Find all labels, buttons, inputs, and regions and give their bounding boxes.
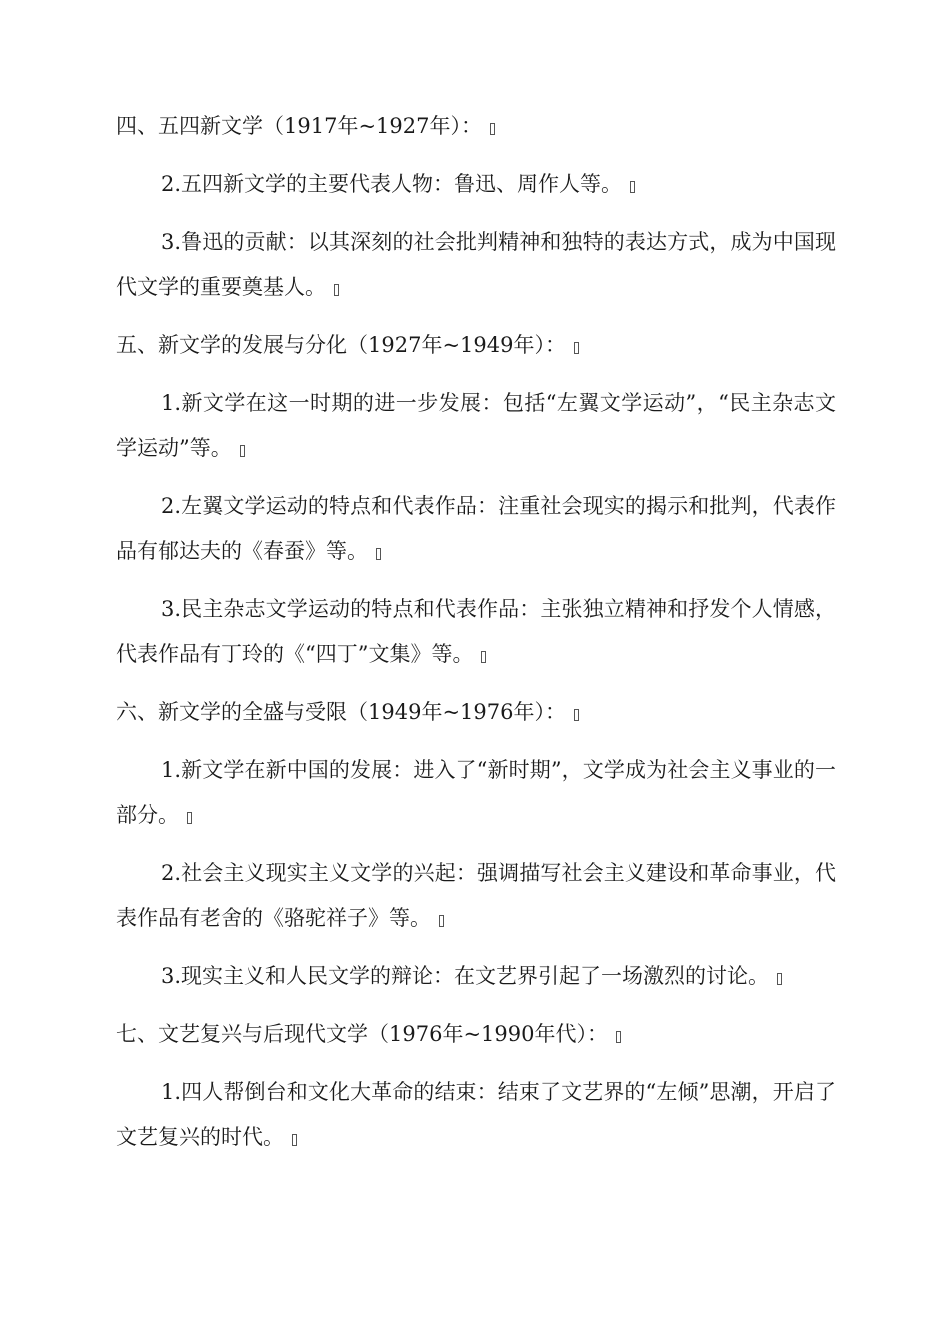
list-item: 1.新文学在这一时期的进一步发展：包括“左翼文学运动”，“民主杂志文学运动”等。	[116, 391, 836, 460]
paragraph-mark-icon	[616, 1031, 621, 1043]
section-heading: 五、新文学的发展与分化（1927年~1949年）：	[116, 323, 836, 368]
paragraph-mark-icon	[292, 1134, 297, 1146]
paragraph-mark-icon	[574, 709, 579, 721]
list-item: 2.五四新文学的主要代表人物：鲁迅、周作人等。	[116, 162, 836, 207]
list-item: 3.现实主义和人民文学的辩论：在文艺界引起了一场激烈的讨论。	[116, 954, 836, 999]
paragraph-mark-icon	[439, 915, 444, 927]
section-heading: 七、文艺复兴与后现代文学（1976年~1990年代）：	[116, 1012, 836, 1057]
list-item: 1.新文学在新中国的发展：进入了“新时期”，文学成为社会主义事业的一部分。	[116, 758, 836, 827]
paragraph-mark-icon	[376, 548, 381, 560]
section-heading: 六、新文学的全盛与受限（1949年~1976年）：	[116, 690, 836, 735]
list-item: 2.左翼文学运动的特点和代表作品：注重社会现实的揭示和批判，代表作品有郁达夫的《春蚕》等。	[116, 494, 836, 563]
list-item: 1.四人帮倒台和文化大革命的结束：结束了文艺界的“左倾”思潮，开启了文艺复兴的时代。	[116, 1080, 836, 1149]
paragraph-mark-icon	[777, 973, 782, 985]
paragraph-mark-icon	[240, 445, 245, 457]
paragraph-mark-icon	[490, 123, 495, 135]
paragraph-mark-icon	[187, 812, 192, 824]
paragraph-mark-icon	[334, 284, 339, 296]
section-heading: 四、五四新文学（1917年~1927年）：	[116, 104, 836, 149]
paragraph-mark-icon	[574, 342, 579, 354]
list-item: 2.社会主义现实主义文学的兴起：强调描写社会主义建设和革命事业，代表作品有老舍的《骆驼祥子》等。	[116, 861, 836, 930]
list-item: 3.民主杂志文学运动的特点和代表作品：主张独立精神和抒发个人情感，代表作品有丁玲的《“四丁”文集》等。	[116, 597, 836, 666]
paragraph-mark-icon	[481, 651, 486, 663]
list-item: 3.鲁迅的贡献：以其深刻的社会批判精神和独特的表达方式，成为中国现代文学的重要奠基人。	[116, 230, 836, 299]
paragraph-mark-icon	[630, 181, 635, 193]
document-body	[116, 104, 836, 1173]
